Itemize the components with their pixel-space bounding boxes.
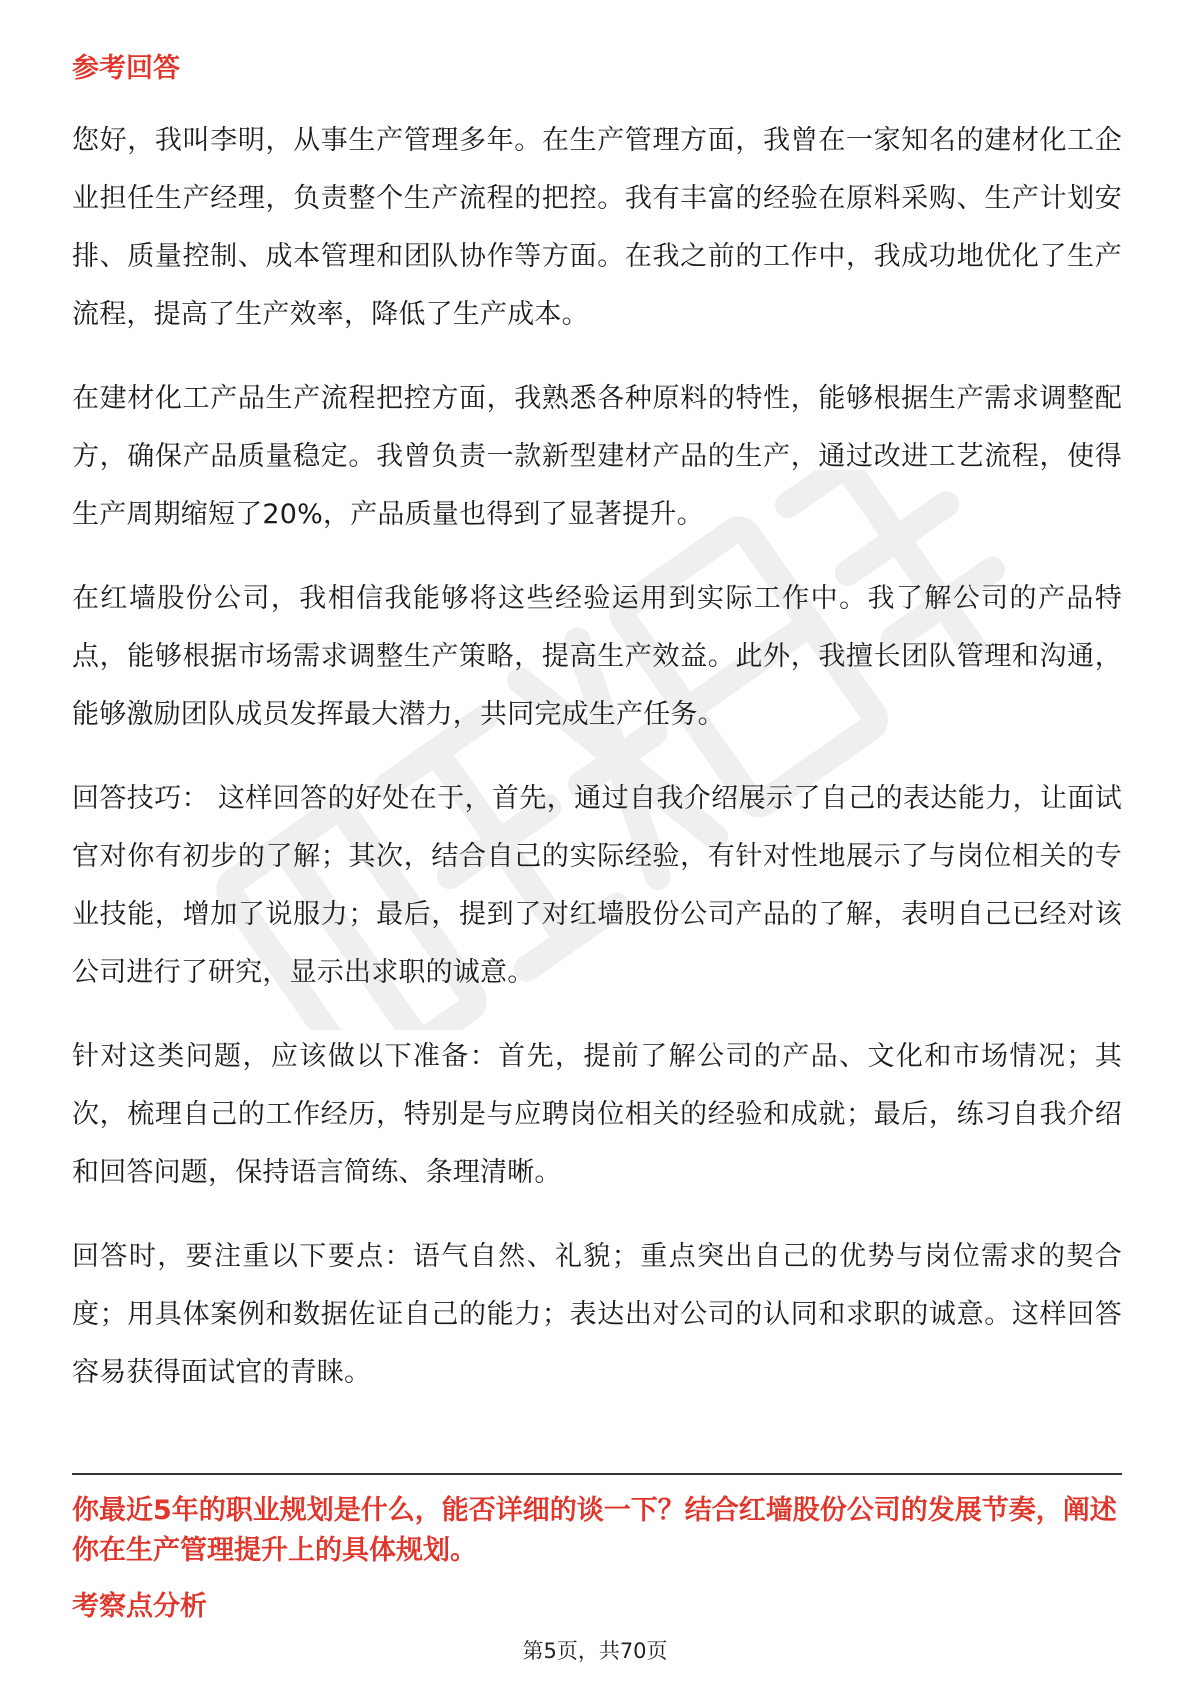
- section-divider: [72, 1473, 1122, 1475]
- page-footer: 第5页，共70页: [522, 1639, 668, 1663]
- preparation-paragraph: 针对这类问题，应该做以下准备：首先，提前了解公司的产品、文化和市场情况；其次，梳理自己的工作经历，特别是与应聘岗位相关的经验和成就；最后，练习自我介绍和回答问题，保持语言简练、条理清晰。: [72, 1041, 1122, 1188]
- answer-tips-paragraph: 回答技巧： 这样回答的好处在于，首先，通过自我介绍展示了自己的表达能力，让面试官对你有初步的了解；其次，结合自己的实际经验，有针对性地展示了与岗位相关的专业技能，增加了说服力；最后，提到了对红墙股份公司产品的了解，表明自己已经对该公司进行了研究，显示出求职的诚意。: [72, 783, 1122, 988]
- answer-paragraph-1: 您好，我叫李明，从事生产管理多年。在生产管理方面，我曾在一家知名的建材化工企业担任生产经理，负责整个生产流程的把控。我有丰富的经验在原料采购、生产计划安排、质量控制、成本管理和团队协作等方面。在我之前的工作中，我成功地优化了生产流程，提高了生产效率，降低了生产成本。: [72, 125, 1122, 330]
- answer-heading: 参考回答: [72, 53, 180, 84]
- answer-paragraph-3: 在红墙股份公司，我相信我能够将这些经验运用到实际工作中。我了解公司的产品特点，能够根据市场需求调整生产策略，提高生产效益。此外，我擅长团队管理和沟通，能够激励团队成员发挥最大潜力，共同完成生产任务。: [72, 583, 1122, 730]
- answer-paragraph-2: 在建材化工产品生产流程把控方面，我熟悉各种原料的特性，能够根据生产需求调整配方，确保产品质量稳定。我曾负责一款新型建材产品的生产，通过改进工艺流程，使得生产周期缩短了20%，产品质量也得到了显著提升。: [72, 383, 1122, 530]
- answer-section: [72, 50, 1122, 1402]
- next-question: 你最近5年的职业规划是什么，能否详细的谈一下？结合红墙股份公司的发展节奏，阐述你在生产管理提升上的具体规划。: [72, 1495, 1117, 1566]
- key-points-paragraph: 回答时，要注重以下要点：语气自然、礼貌；重点突出自己的优势与岗位需求的契合度；用具体案例和数据佐证自己的能力；表达出对公司的认同和求职的诚意。这样回答容易获得面试官的青睐。: [72, 1241, 1122, 1388]
- analysis-heading: 考察点分析: [72, 1591, 207, 1622]
